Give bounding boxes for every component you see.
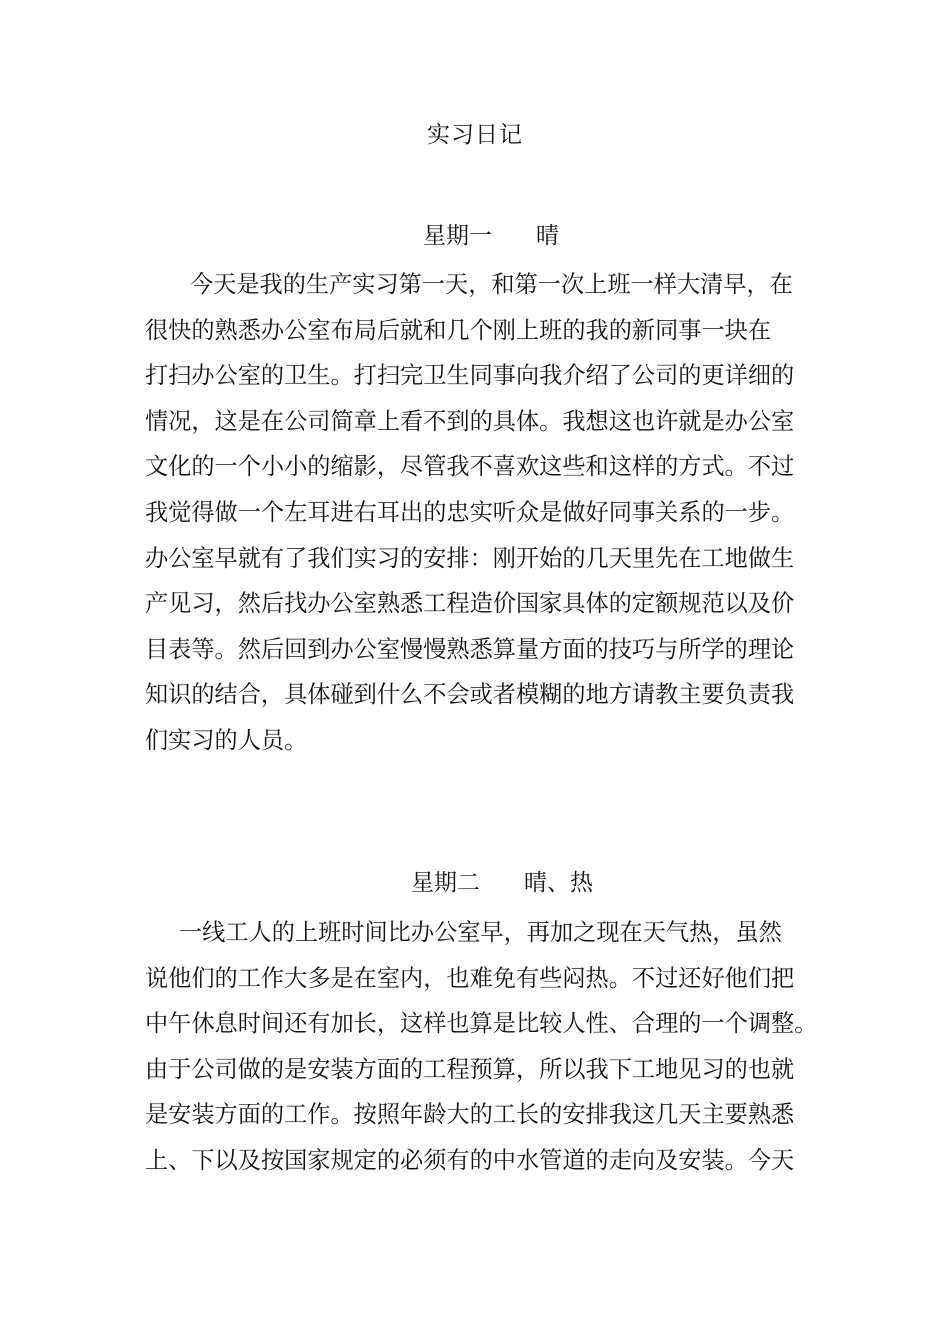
entry-day: 星期一	[423, 223, 492, 249]
entry-body-monday	[145, 262, 810, 764]
text-line: 文化的一个小小的缩影，尽管我不喜欢这些和这样的方式。不过	[145, 453, 795, 481]
text-line: 目表等。然后回到办公室慢慢熟悉算量方面的技巧与所学的理论	[145, 635, 795, 663]
entry-heading-monday	[423, 218, 559, 254]
text-line: 知识的结合，具体碰到什么不会或者模糊的地方请教主要负责我	[145, 681, 795, 709]
text-line: 是安装方面的工作。按照年龄大的工长的安排我这几天主要熟悉	[145, 1101, 795, 1129]
text-line: 中午休息时间还有加长，这样也算是比较人性、合理的一个调整。	[145, 1010, 818, 1038]
entry-weather: 晴、热	[524, 870, 593, 896]
text-line: 我觉得做一个左耳进右耳出的忠实听众是做好同事关系的一步。	[145, 498, 795, 526]
text-line: 们实习的人员。	[145, 726, 308, 754]
entry-body-tuesday	[145, 910, 818, 1184]
entry-heading-tuesday	[411, 865, 593, 901]
text-line: 由于公司做的是安装方面的工程预算，所以我下工地见习的也就	[145, 1055, 795, 1083]
text-line: 上、下以及按国家规定的必须有的中水管道的走向及安装。今天	[145, 1146, 795, 1174]
text-line: 办公室早就有了我们实习的安排：刚开始的几天里先在工地做生	[145, 544, 795, 572]
entry-weather: 晴	[536, 223, 559, 249]
text-line: 一线工人的上班时间比办公室早，再加之现在天气热，虽然	[179, 919, 782, 946]
text-line: 打扫办公室的卫生。打扫完卫生同事向我介绍了公司的更详细的	[145, 362, 795, 390]
text-line: 今天是我的生产实习第一天，和第一次上班一样大清早，在	[190, 271, 793, 298]
text-line: 很快的熟悉办公室布局后就和几个刚上班的我的新同事一块在	[145, 316, 772, 344]
text-line: 情况，这是在公司简章上看不到的具体。我想这也许就是办公室	[145, 407, 795, 435]
entry-day: 星期二	[411, 870, 480, 896]
text-line: 说他们的工作大多是在室内，也难免有些闷热。不过还好他们把	[145, 964, 795, 992]
text-line: 产见习，然后找办公室熟悉工程造价国家具体的定额规范以及价	[145, 590, 795, 618]
document-title: 实习日记	[427, 122, 523, 148]
